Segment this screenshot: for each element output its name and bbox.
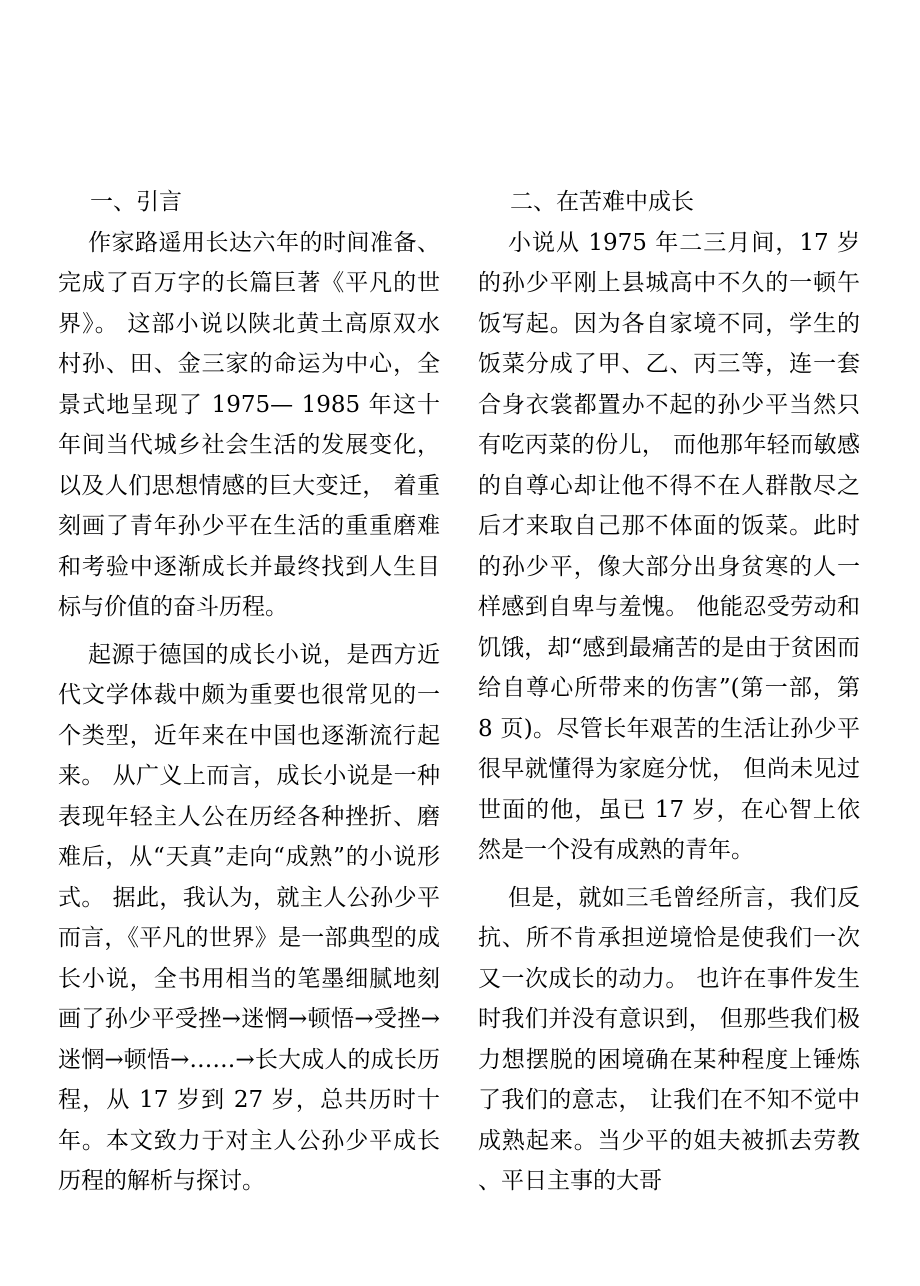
hardship-paragraph-1: 小说从 1975 年二三月间，17 岁的孙少平刚上县城高中不久的一顿午饭写起。因为各自家境不同，学生的饭菜分成了甲、乙、丙三等，连一套合身衣裳都置办不起的孙少平当然只有吃丙菜的份儿， 而他那年轻而敏感的自尊心却让他不得不在人群散尽之后才来取自己那不体面的饭菜。此时的孙少平，像大部分出身贫寒的人一样感到自卑与羞愧。 他能忍受劳动和饥饿，却“感到最痛苦的是由于贫困而给自尊心所带来的伤害”(第一部，第 8 页)。尽管长年艰苦的生活让孙少平很早就懂得为家庭分忧， 但尚未见过世面的他，虽已 17 岁，在心智上依然是一个没有成熟的青年。 (478, 229, 860, 863)
introduction-paragraph-2: 起源于德国的成长小说，是西方近代文学体裁中颇为重要也很常见的一个类型，近年来在中国也逐渐流行起来。 从广义上而言，成长小说是一种表现年轻主人公在历经各种挫折、磨难后，从“天真”走向“成熟”的小说形式。 据此，我认为，就主人公孙少平而言，《平凡的世界》是一部典型的成长小说，全书用相当的笔墨细腻地刻画了孙少平受挫→迷惘→顿悟→受挫→迷惘→顿悟→……→长大成人的成长历程，从 17 岁到 27 岁，总共历时十年。本文致力于对主人公孙少平成长历程的解析与探讨。 (58, 641, 440, 1194)
section-heading-growing-in-hardship: 二、在苦难中成长 (510, 189, 694, 215)
hardship-paragraph-2: 但是，就如三毛曾经所言，我们反抗、所不肯承担逆境恰是使我们一次又一次成长的动力。 也许在事件发生时我们并没有意识到， 但那些我们极力想摆脱的困境确在某种程度上锤炼了我们的意志， 让我们在不知不觉中成熟起来。当少平的姐夫被抓去劳教、平日主事的大哥 (478, 884, 860, 1194)
section-heading-introduction: 一、引言 (90, 189, 182, 215)
left-column (58, 182, 440, 1202)
right-column (478, 182, 860, 1202)
introduction-paragraph-1: 作家路遥用长达六年的时间准备、完成了百万字的长篇巨著《平凡的世界》。 这部小说以陕北黄土高原双水村孙、田、金三家的命运为中心，全景式地呈现了 1975— 1985 年这十年间当代城乡社会生活的发展变化， 以及人们思想情感的巨大变迁， 着重刻画了青年孙少平在生活的重重磨难和考验中逐渐成长并最终找到人生目标与价值的奋斗历程。 (58, 229, 440, 620)
